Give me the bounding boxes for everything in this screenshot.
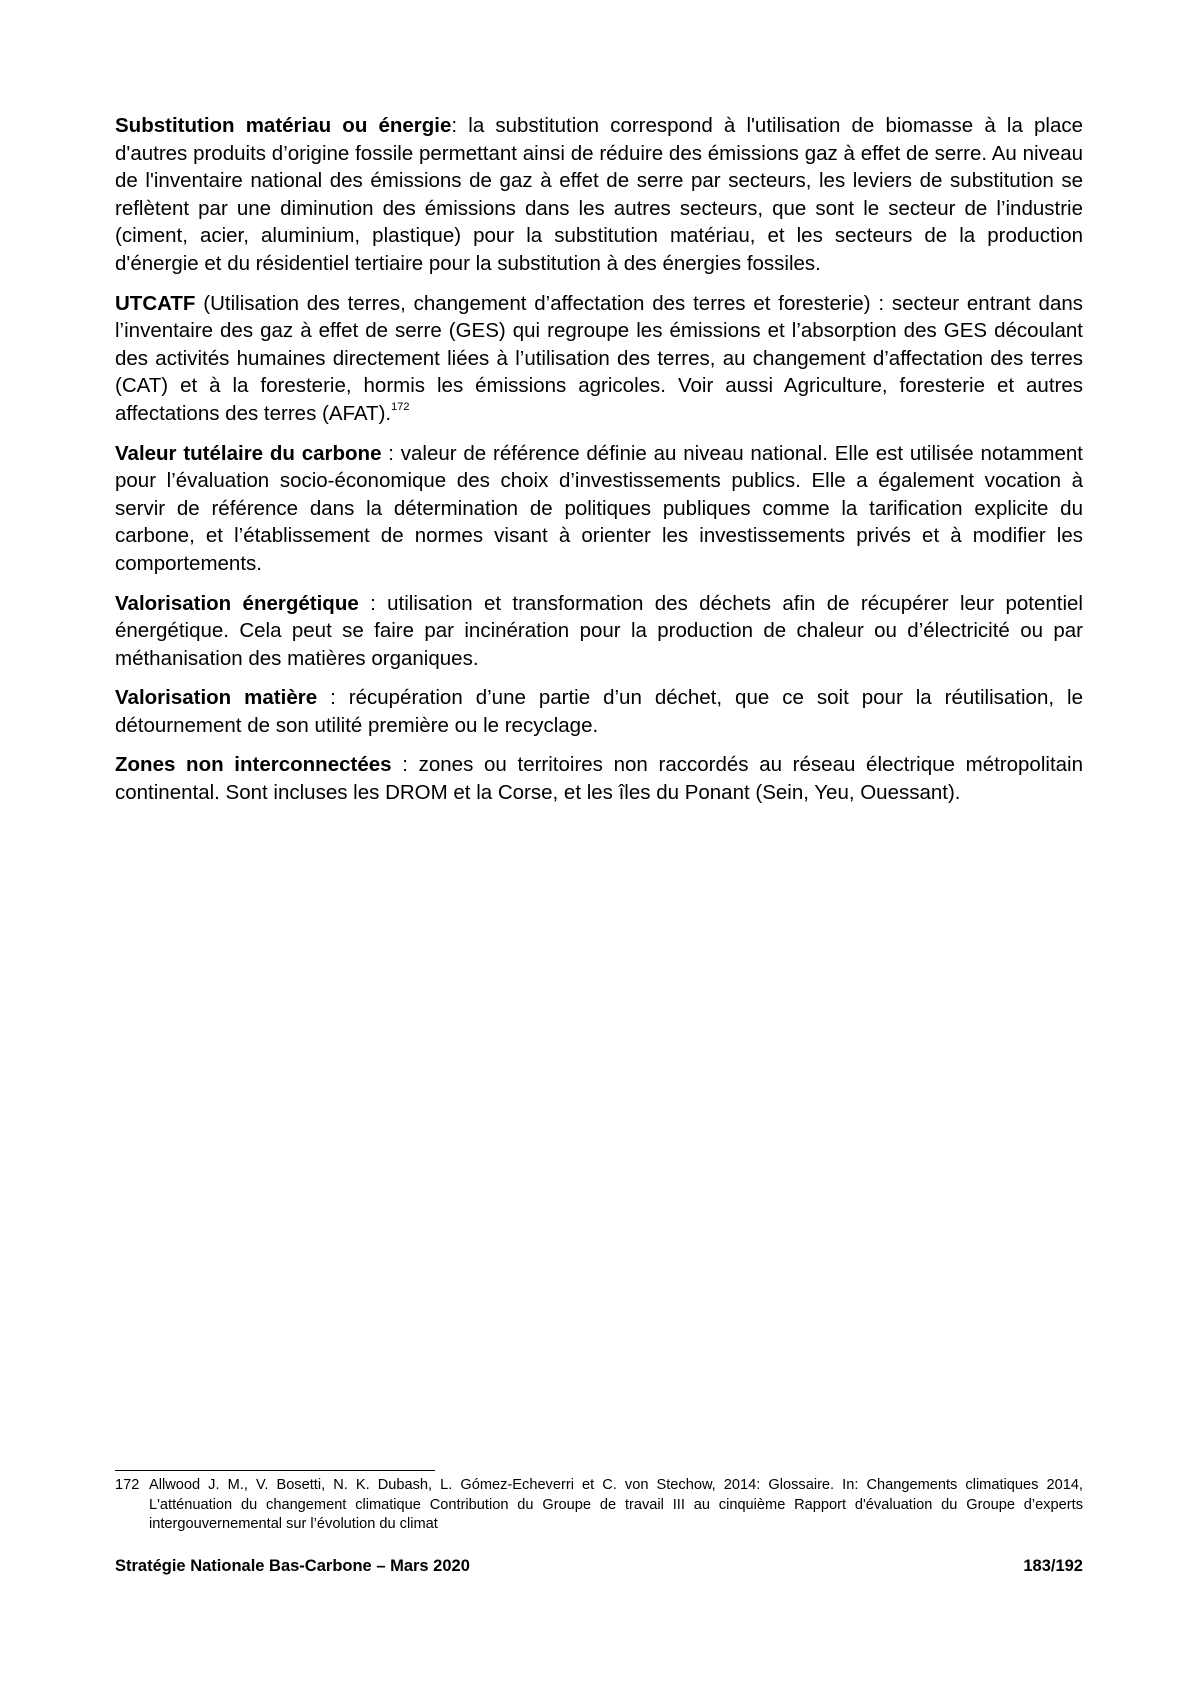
glossary-term: Valeur tutélaire du carbone (115, 441, 382, 465)
page-footer (115, 1557, 1083, 1576)
glossary-definition: : récupération d’une partie d’un déchet, que ce soit pour la réutilisation, le détournement de son utilité première ou le recyclage. (115, 686, 1083, 737)
glossary-entry-utcatf (115, 290, 1083, 428)
glossary-definition: (Utilisation des terres, changement d’affectation des terres et foresterie) : secteur entrant dans l’inventaire des gaz à effet de serre (GES) qui regroupe les émissions et l’absorption des GES découlant des activités humaines directement liées à l’utilisation des terres, au changement d’affectation des terres (CAT) et à la foresterie, hormis les émissions agricoles. Voir aussi Agriculture, foresterie et autres affectations des terres (AFAT). (115, 291, 1083, 425)
footnote-separator (115, 1470, 435, 1471)
glossary-entry-substitution (115, 112, 1083, 278)
glossary-definition: : utilisation et transformation des déchets afin de récupérer leur potentiel énergétique. Cela peut se faire par incinération pour la production de chaleur ou d’électricité ou par méthanisation des matières organiques. (115, 591, 1083, 670)
glossary-definition: : la substitution correspond à l'utilisation de biomasse à la place d'autres produits d’origine fossile permettant ainsi de réduire des émissions gaz à effet de serre. Au niveau de l'inventaire national des émissions de gaz à effet de serre par secteurs, les leviers de substitution se reflètent par une diminution des émissions dans les autres secteurs, que sont le secteur de l’industrie (ciment, acier, aluminium, plastique) pour la substitution matériau, et les secteurs de la production d'énergie et du résidentiel tertiaire pour la substitution à des énergies fossiles. (115, 114, 1084, 275)
footnote (115, 1476, 1083, 1535)
page-number: 183/192 (1023, 1557, 1083, 1575)
glossary-definition: : zones ou territoires non raccordés au réseau électrique métropolitain continental. Sont incluses les DROM et la Corse, et les îles du Ponant (Sein, Yeu, Ouessant). (115, 753, 1083, 805)
glossary-term: UTCATF (115, 291, 196, 315)
footnote-reference[interactable]: 172 (391, 401, 410, 414)
footer-document-title: Stratégie Nationale Bas-Carbone – Mars 2020 (115, 1557, 470, 1575)
footnote-number: 172 (115, 1477, 140, 1493)
glossary-entry-valorisation-matiere (115, 684, 1083, 739)
glossary-term: Zones non interconnectées (115, 753, 392, 777)
footnote-text: Allwood J. M., V. Bosetti, N. K. Dubash, L. Gómez-Echeverri et C. von Stechow, 2014: Glossaire. In: Changements climatiques 2014, L'atténuation du changement climatique Contribution du Groupe de travail III au cinquième Rapport d'évaluation du Groupe d’experts intergouvernemental sur l’évolution du climat (149, 1477, 1083, 1532)
glossary-entry-zones-non-interconnectees (115, 751, 1083, 806)
glossary-entry-valeur-tutelaire (115, 440, 1083, 578)
glossary-definition: : valeur de référence définie au niveau national. Elle est utilisée notamment pour l’évaluation socio-économique des choix d’investissements publics. Elle a également vocation à servir de référence dans la détermination de politiques publiques comme la tarification explicite du carbone, et l’établissement de normes visant à orienter les investissements privés et à modifier les comportements. (115, 441, 1083, 575)
glossary-entry-valorisation-energetique (115, 590, 1083, 673)
glossary-term: Valorisation énergétique (115, 591, 359, 615)
glossary-term: Substitution matériau ou énergie (115, 114, 452, 137)
glossary-term: Valorisation matière (115, 686, 318, 710)
glossary-content (115, 112, 1083, 819)
